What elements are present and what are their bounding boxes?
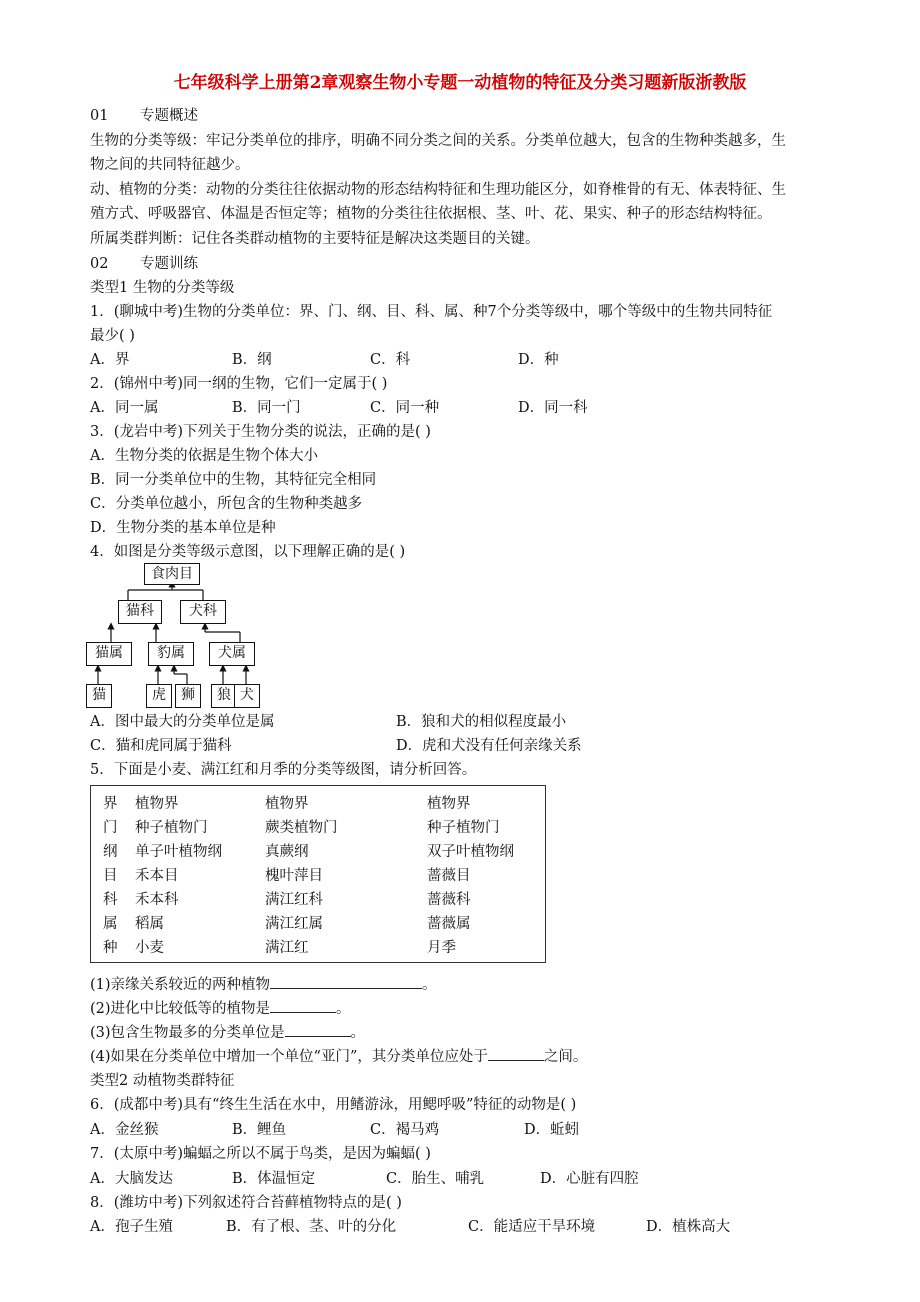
- table-cell-wheat: 植物界: [135, 796, 179, 812]
- q5-sub-3-blank[interactable]: [285, 1022, 351, 1037]
- q3-option-a[interactable]: A．生物分类的依据是生物个体大小: [90, 448, 318, 464]
- diagram-species-cat: 猫: [86, 684, 112, 708]
- q1-option-a[interactable]: A．界: [90, 352, 130, 368]
- table-cell-rose: 蔷薇目: [427, 868, 471, 884]
- overview-paragraph-2-line-2: 殖方式、呼吸器官、体温是否恒定等；植物的分类往往依据根、茎、叶、花、果实、种子的形态结构特征。: [90, 206, 772, 222]
- section-heading-training: 专题训练: [140, 256, 198, 272]
- table-cell-azolla: 满江红科: [265, 892, 323, 908]
- table-rank: 科: [103, 892, 118, 908]
- q8-option-c[interactable]: C．能适应干旱环境: [468, 1219, 596, 1235]
- q7-option-d[interactable]: D．心脏有四腔: [540, 1171, 639, 1187]
- q6-option-a[interactable]: A．金丝猴: [90, 1122, 159, 1138]
- q7-stem: 7．(太原中考)蝙蝠之所以不属于鸟类，是因为蝙蝠( ): [90, 1146, 431, 1162]
- table-cell-rose: 种子植物门: [427, 820, 500, 836]
- q1-option-c[interactable]: C．科: [370, 352, 411, 368]
- q4-stem: 4．如图是分类等级示意图，以下理解正确的是( ): [90, 544, 406, 560]
- q7-option-b[interactable]: B．体温恒定: [232, 1171, 316, 1187]
- q4-option-b[interactable]: B．狼和犬的相似程度最小: [396, 714, 567, 730]
- table-cell-rose: 植物界: [427, 796, 471, 812]
- table-rank: 纲: [103, 844, 118, 860]
- table-cell-wheat: 种子植物门: [135, 820, 208, 836]
- overview-paragraph-1-line-1: 生物的分类等级：牢记分类单位的排序，明确不同分类之间的关系。分类单位越大，包含的生物种类越多，生: [90, 133, 786, 149]
- section-number-overview: 01: [90, 108, 109, 124]
- q2-option-a[interactable]: A．同一属: [90, 400, 159, 416]
- table-cell-wheat: 单子叶植物纲: [135, 844, 222, 860]
- q3-stem: 3．(龙岩中考)下列关于生物分类的说法，正确的是( ): [90, 424, 431, 440]
- q6-option-d[interactable]: D．蚯蚓: [524, 1122, 580, 1138]
- table-cell-wheat: 禾本科: [135, 892, 179, 908]
- table-cell-rose: 月季: [427, 940, 456, 956]
- q1-option-d[interactable]: D．种: [518, 352, 559, 368]
- q2-stem: 2．(锦州中考)同一纲的生物，它们一定属于( ): [90, 376, 388, 392]
- q5-sub-2: (2)进化中比较低等的植物是 。: [90, 998, 351, 1019]
- q2-option-c[interactable]: C．同一种: [370, 400, 440, 416]
- diagram-species-dog: 犬: [234, 684, 260, 708]
- q5-sub-4: (4)如果在分类单位中增加一个单位“亚门”，其分类单位应处于 之间。: [90, 1046, 587, 1067]
- section-heading-overview: 专题概述: [140, 108, 198, 124]
- overview-paragraph-3: 所属类群判断：记住各类群动植物的主要特征是解决这类题目的关键。: [90, 231, 540, 247]
- diagram-genus-felis: 猫属: [86, 642, 132, 666]
- q2-option-b[interactable]: B．同一门: [232, 400, 301, 416]
- diagram-genus-canis: 犬属: [209, 642, 255, 666]
- table-cell-azolla: 蕨类植物门: [265, 820, 338, 836]
- table-cell-wheat: 禾本目: [135, 868, 179, 884]
- table-cell-azolla: 满江红: [265, 940, 309, 956]
- table-cell-rose: 蔷薇属: [427, 916, 471, 932]
- q6-stem: 6．(成都中考)具有“终生生活在水中，用鳍游泳，用鳃呼吸”特征的动物是( ): [90, 1097, 577, 1113]
- q1-stem-line-2: 最少( ): [90, 328, 135, 344]
- diagram-species-wolf: 狼: [211, 684, 237, 708]
- q3-option-c[interactable]: C．分类单位越小，所包含的生物种类越多: [90, 496, 363, 512]
- table-rank: 种: [103, 940, 118, 956]
- q7-option-c[interactable]: C．胎生、哺乳: [386, 1171, 485, 1187]
- q5-sub-1-blank[interactable]: [270, 974, 422, 989]
- section-number-training: 02: [90, 256, 109, 272]
- table-cell-wheat: 稻属: [135, 916, 164, 932]
- classification-table: [90, 785, 546, 963]
- q8-option-a[interactable]: A．孢子生殖: [90, 1219, 173, 1235]
- q4-option-d[interactable]: D．虎和犬没有任何亲缘关系: [396, 738, 582, 754]
- q1-option-b[interactable]: B．纲: [232, 352, 272, 368]
- diagram-family-felidae: 猫科: [118, 600, 162, 624]
- diagram-species-lion: 狮: [175, 684, 201, 708]
- q4-option-c[interactable]: C．猫和虎同属于猫科: [90, 738, 232, 754]
- table-rank: 属: [103, 916, 118, 932]
- table-rank: 界: [103, 796, 118, 812]
- diagram-order-carnivora: 食肉目: [144, 563, 200, 585]
- table-cell-azolla: 真蕨纲: [265, 844, 309, 860]
- table-cell-azolla: 满江红属: [265, 916, 323, 932]
- diagram-genus-panthera: 豹属: [148, 642, 194, 666]
- q8-option-b[interactable]: B．有了根、茎、叶的分化: [226, 1219, 397, 1235]
- q3-option-b[interactable]: B．同一分类单位中的生物，其特征完全相同: [90, 472, 377, 488]
- q5-stem: 5．下面是小麦、满江红和月季的分类等级图，请分析回答。: [90, 762, 477, 778]
- table-cell-wheat: 小麦: [135, 940, 164, 956]
- q7-option-a[interactable]: A．大脑发达: [90, 1171, 173, 1187]
- q3-option-d[interactable]: D．生物分类的基本单位是种: [90, 520, 276, 536]
- q5-sub-4-blank[interactable]: [488, 1046, 544, 1061]
- overview-paragraph-1-line-2: 物之间的共同特征越少。: [90, 157, 250, 173]
- q6-option-c[interactable]: C．褐马鸡: [370, 1122, 440, 1138]
- diagram-species-tiger: 虎: [146, 684, 172, 708]
- q1-stem-line-1: 1．(聊城中考)生物的分类单位：界、门、纲、目、科、属、种7个分类等级中，哪个等级中的生物共同特征: [90, 304, 773, 320]
- type-1-heading: 类型1 生物的分类等级: [90, 280, 235, 296]
- q4-option-a[interactable]: A．图中最大的分类单位是属: [90, 714, 275, 730]
- table-cell-azolla: 植物界: [265, 796, 309, 812]
- q6-option-b[interactable]: B．鲤鱼: [232, 1122, 287, 1138]
- q5-sub-3: (3)包含生物最多的分类单位是 。: [90, 1022, 365, 1043]
- q2-option-d[interactable]: D．同一科: [518, 400, 588, 416]
- table-cell-rose: 双子叶植物纲: [427, 844, 514, 860]
- q5-sub-1: (1)亲缘关系较近的两种植物 。: [90, 974, 437, 995]
- overview-paragraph-2-line-1: 动、植物的分类：动物的分类往往依据动物的形态结构特征和生理功能区分，如脊椎骨的有无、体表特征、生: [90, 182, 786, 198]
- q8-option-d[interactable]: D．植株高大: [646, 1219, 731, 1235]
- q8-stem: 8．(潍坊中考)下列叙述符合苔藓植物特点的是( ): [90, 1195, 402, 1211]
- type-2-heading: 类型2 动植物类群特征: [90, 1073, 235, 1089]
- table-rank: 目: [103, 868, 118, 884]
- table-rank: 门: [103, 820, 118, 836]
- table-cell-rose: 蔷薇科: [427, 892, 471, 908]
- document-title: 七年级科学上册第2章观察生物小专题一动植物的特征及分类习题新版浙教版: [173, 73, 747, 93]
- table-cell-azolla: 槐叶萍目: [265, 868, 323, 884]
- diagram-family-canidae: 犬科: [180, 600, 226, 624]
- q5-sub-2-blank[interactable]: [270, 998, 336, 1013]
